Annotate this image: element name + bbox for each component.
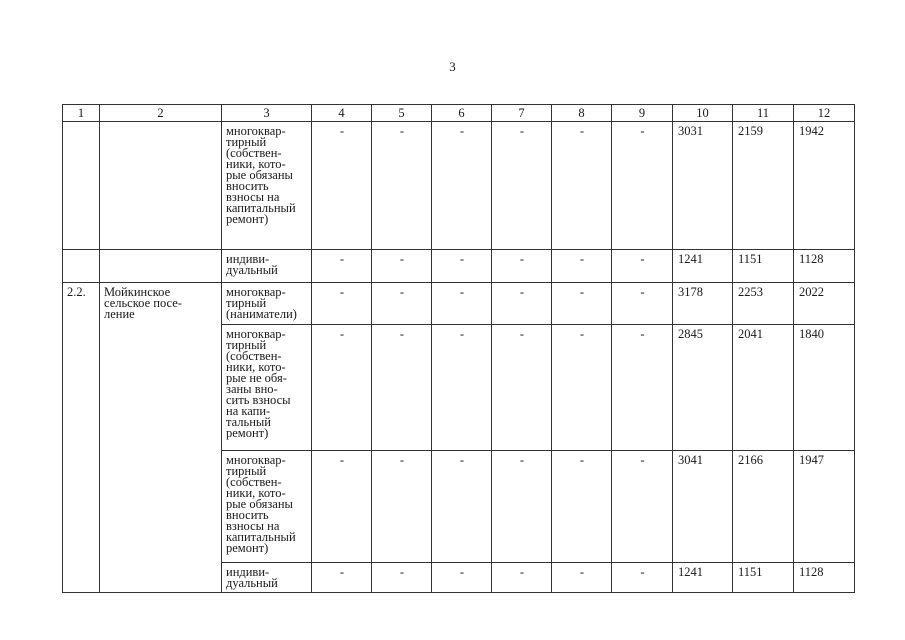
row-number-cell: 2.2. [63,283,100,325]
value-cell: 3178 [673,283,733,325]
settlement-name-cell [100,250,222,283]
value-cell: 1128 [794,563,855,593]
tariff-table [62,104,855,593]
value-cell: 3031 [673,122,733,250]
value-cell: - [312,325,372,451]
column-header: 12 [794,105,855,122]
value-cell: - [612,122,673,250]
value-cell: - [432,325,492,451]
value-cell: - [552,122,612,250]
row-number-cell [63,250,100,283]
value-cell: 1151 [733,250,794,283]
housing-type-cell: индиви- дуальный [222,250,312,283]
table-row [63,563,855,593]
table-row [63,250,855,283]
value-cell: - [372,451,432,563]
settlement-name-cell [100,325,222,451]
value-cell: - [552,451,612,563]
value-cell: - [312,451,372,563]
value-cell: 3041 [673,451,733,563]
row-number-cell [63,325,100,451]
row-number-cell [63,122,100,250]
column-header: 10 [673,105,733,122]
value-cell: - [372,283,432,325]
value-cell: - [312,283,372,325]
value-cell: - [552,563,612,593]
row-number-cell [63,563,100,593]
value-cell: - [552,283,612,325]
column-header: 9 [612,105,673,122]
table-row [63,283,855,325]
value-cell: - [492,325,552,451]
column-header: 4 [312,105,372,122]
value-cell: - [432,563,492,593]
header-row [63,105,855,122]
housing-type-cell: индиви- дуальный [222,563,312,593]
value-cell: - [432,122,492,250]
value-cell: 2253 [733,283,794,325]
value-cell: - [492,122,552,250]
value-cell: - [372,122,432,250]
value-cell: - [432,283,492,325]
value-cell: - [312,122,372,250]
value-cell: 2845 [673,325,733,451]
settlement-name-cell [100,451,222,563]
table-row [63,122,855,250]
value-cell: - [432,250,492,283]
value-cell: 2022 [794,283,855,325]
housing-type-cell: многоквар- тирный (собствен- ники, кото- рые обязаны вносить взносы на капитальный ремонт) [222,122,312,250]
value-cell: 1840 [794,325,855,451]
value-cell: 2159 [733,122,794,250]
value-cell: - [552,250,612,283]
value-cell: 1947 [794,451,855,563]
housing-type-cell: многоквар- тирный (собствен- ники, кото- рые обязаны вносить взносы на капитальный ремонт) [222,451,312,563]
value-cell: - [612,250,673,283]
value-cell: - [372,250,432,283]
column-header: 3 [222,105,312,122]
value-cell: 1151 [733,563,794,593]
column-header: 2 [100,105,222,122]
column-header: 7 [492,105,552,122]
value-cell: - [612,283,673,325]
column-header: 8 [552,105,612,122]
value-cell: - [372,325,432,451]
value-cell: - [372,563,432,593]
column-header: 5 [372,105,432,122]
value-cell: 2041 [733,325,794,451]
value-cell: 2166 [733,451,794,563]
housing-type-cell: многоквар- тирный (собствен- ники, кото- рые не обя- заны вно- сить взносы на капи- тальный ремонт) [222,325,312,451]
value-cell: - [492,451,552,563]
value-cell: - [612,325,673,451]
settlement-name-cell [100,122,222,250]
value-cell: - [312,563,372,593]
value-cell: 1942 [794,122,855,250]
value-cell: - [552,325,612,451]
value-cell: - [612,451,673,563]
value-cell: - [612,563,673,593]
row-number-cell [63,451,100,563]
settlement-name-cell: Мойкинское сельское посе- ление [100,283,222,325]
value-cell: 1241 [673,250,733,283]
value-cell: - [492,563,552,593]
column-header: 6 [432,105,492,122]
table-row [63,451,855,563]
value-cell: 1241 [673,563,733,593]
table-row [63,325,855,451]
value-cell: - [492,250,552,283]
column-header: 11 [733,105,794,122]
column-header: 1 [63,105,100,122]
value-cell: 1128 [794,250,855,283]
value-cell: - [492,283,552,325]
housing-type-cell: многоквар- тирный (наниматели) [222,283,312,325]
settlement-name-cell [100,563,222,593]
value-cell: - [312,250,372,283]
page-number: 3 [449,59,456,74]
value-cell: - [432,451,492,563]
